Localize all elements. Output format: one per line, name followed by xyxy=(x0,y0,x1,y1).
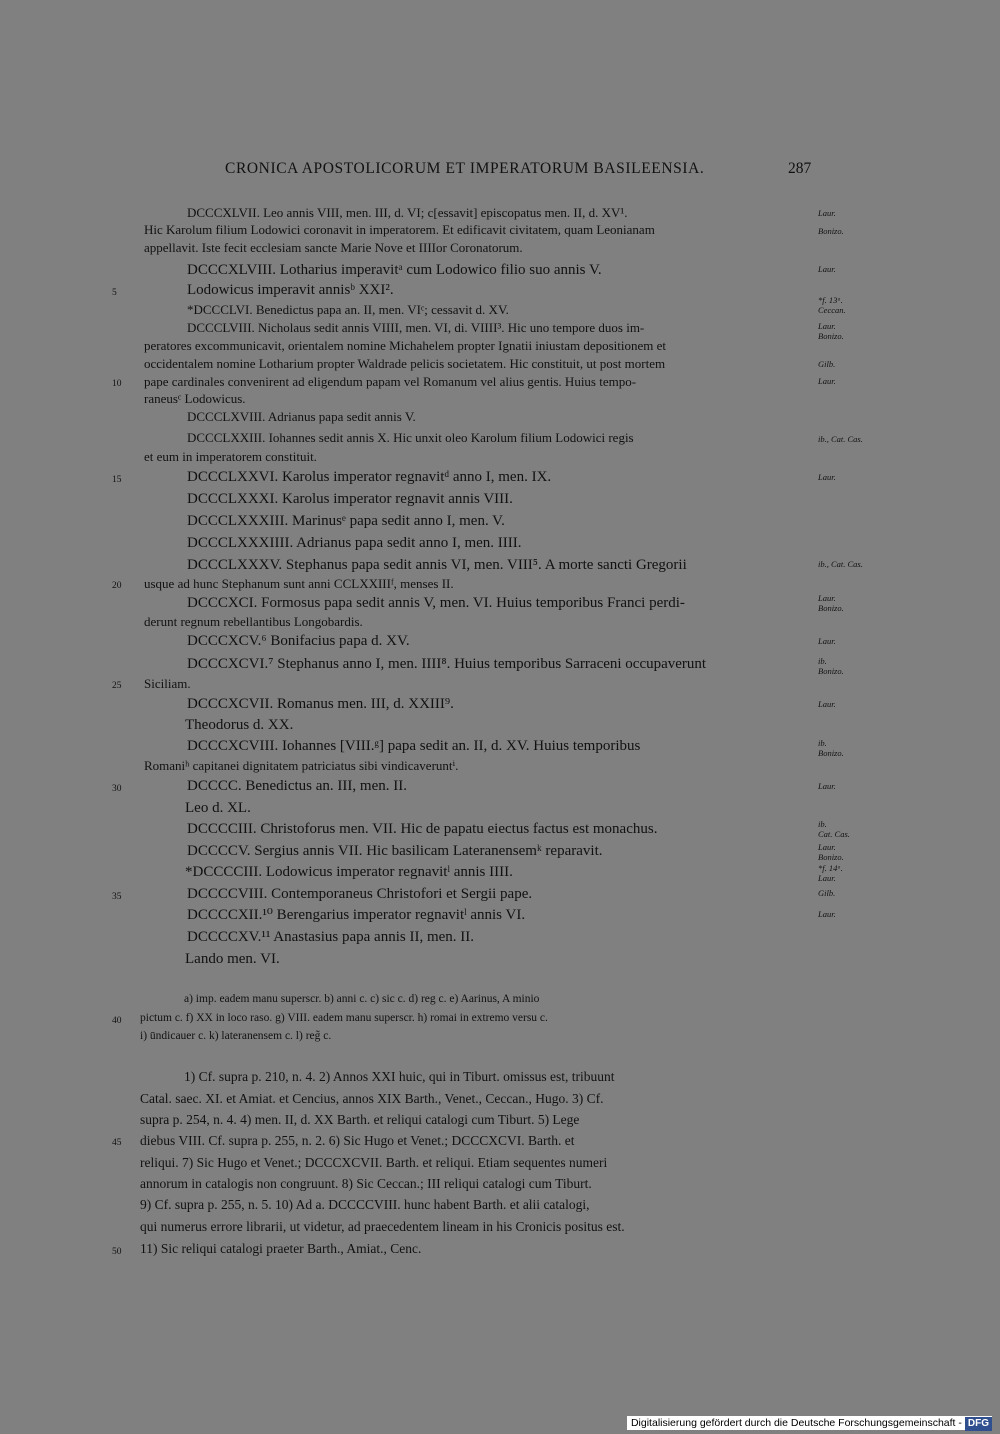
source-note: Gilb. xyxy=(818,359,836,369)
line-number: 30 xyxy=(112,784,122,794)
apparatus-line: pictum c. f) XX in loco raso. g) VIII. eadem manu superscr. h) romai in extremo versu c. xyxy=(140,1012,548,1024)
text-line: *DCCCLVI. Benedictus papa an. II, men. VIᶜ; cessavit d. XV. xyxy=(187,302,509,317)
source-note: Laur. Bonizo. xyxy=(818,842,844,862)
line-number: 35 xyxy=(112,892,122,902)
text-line: DCCCCV. Sergius annis VII. Hic basilicam Lateranensemᵏ reparavit. xyxy=(187,843,603,859)
text-line: derunt regnum rebellantibus Longobardis. xyxy=(144,614,363,629)
line-number: 5 xyxy=(112,288,117,298)
source-note: ib. Bonizo. xyxy=(818,656,844,676)
line-number: 20 xyxy=(112,581,122,591)
running-title: CRONICA APOSTOLICORUM ET IMPERATORUM BASILEENSIA. xyxy=(225,160,705,177)
footnote-line: supra p. 254, n. 4. 4) men. II, d. XX Barth. et reliqui catalogi cum Tiburt. 5) Lege xyxy=(140,1112,580,1127)
text-line: DCCCCXII.¹⁰ Berengarius imperator regnavitˡ annis VI. xyxy=(187,907,526,923)
source-note: Laur. xyxy=(818,636,836,646)
footnote-line: diebus VIII. Cf. supra p. 255, n. 2. 6) Sic Hugo et Venet.; DCCCXCVI. Barth. et xyxy=(140,1133,575,1148)
text-line: pape cardinales convenirent ad eligendum papam vel Romanum vel alius gentis. Huius tempo- xyxy=(144,374,637,389)
text-line: DCCCXLVII. Leo annis VIII, men. III, d. VI; c[essavit] episcopatus men. II, d. XV¹. xyxy=(187,205,628,220)
source-note: *f. 14ᵃ. Laur. xyxy=(818,863,843,883)
page-header xyxy=(0,160,1000,184)
dfg-logo: DFG xyxy=(965,1417,992,1431)
line-number: 10 xyxy=(112,379,122,389)
apparatus-line: i) ūndicauer c. k) lateranensem c. l) reg̃ c. xyxy=(140,1030,332,1042)
text-line: DCCCXLVIII. Lotharius imperavitᵃ cum Lodowico filio suo annis V. xyxy=(187,262,602,278)
banner-text: Digitalisierung gefördert durch die Deutsche Forschungsgemeinschaft - xyxy=(630,1417,962,1429)
text-line: Lando men. VI. xyxy=(185,951,280,967)
text-line: DCCCCIII. Christoforus men. VII. Hic de papatu eiectus factus est monachus. xyxy=(187,821,658,837)
source-note: Laur. xyxy=(818,264,836,274)
text-line: DCCCXCI. Formosus papa sedit annis V, men. VI. Huius temporibus Franci perdi- xyxy=(187,595,685,611)
text-line: DCCCXCVIII. Iohannes [VIII.ᵍ] papa sedit an. II, d. XV. Huius temporibus xyxy=(187,738,641,754)
source-note: Laur. Bonizo. xyxy=(818,593,844,613)
text-line: usque ad hunc Stephanum sunt anni CCLXXIIIᶠ, menses II. xyxy=(144,576,454,591)
source-note: ib. Cat. Cas. xyxy=(818,819,850,839)
source-note: Gilb. xyxy=(818,888,836,898)
text-line: DCCCLXXIII. Iohannes sedit annis X. Hic unxit oleo Karolum filium Lodowici regis xyxy=(187,430,634,445)
text-line: DCCCLVIII. Nicholaus sedit annis VIIII, men. VI, di. VIIII³. Hic uno tempore duos im- xyxy=(187,320,645,335)
text-line: Leo d. XL. xyxy=(185,800,251,816)
line-number: 25 xyxy=(112,681,122,691)
source-note: Laur. xyxy=(818,376,836,386)
dfg-funding-banner[interactable] xyxy=(627,1416,992,1430)
footnote-line: annorum in catalogis non congruunt. 8) Sic Ceccan.; III reliqui catalogi cum Tiburt. xyxy=(140,1176,592,1191)
text-line: DCCCCVIII. Contemporaneus Christofori et Sergii pape. xyxy=(187,886,533,902)
text-line: peratores excommunicavit, orientalem nomine Michahelem propter Ignatii iniustam depositionem et xyxy=(144,338,667,353)
footnote-line: reliqui. 7) Sic Hugo et Venet.; DCCCXCVII. Barth. et reliqui. Etiam sequentes numeri xyxy=(140,1155,608,1170)
text-line: Hic Karolum filium Lodowici coronavit in imperatorem. Et edificavit civitatem, quam Leonianam xyxy=(144,222,655,237)
source-note: Bonizo. xyxy=(818,226,844,236)
source-note: Laur. xyxy=(818,699,836,709)
source-note: *f. 13ᵃ. Ceccan. xyxy=(818,295,846,315)
text-line: raneusᶜ Lodowicus. xyxy=(144,391,246,406)
text-line: DCCCC. Benedictus an. III, men. II. xyxy=(187,778,407,794)
page-number: 287 xyxy=(788,160,812,177)
source-note: Laur. xyxy=(818,909,836,919)
text-line: DCCCLXXXI. Karolus imperator regnavit annis VIII. xyxy=(187,491,513,507)
text-line: DCCCLXXXIII. Marinusᵉ papa sedit anno I, men. V. xyxy=(187,513,505,529)
text-line: Lodowicus imperavit annisᵇ XXI². xyxy=(187,282,394,298)
text-line: DCCCLXXXIIII. Adrianus papa sedit anno I, men. IIII. xyxy=(187,535,522,551)
text-line: Theodorus d. XX. xyxy=(185,717,294,733)
source-note: Laur. xyxy=(818,472,836,482)
text-line: DCCCXCVII. Romanus men. III, d. XXIII⁹. xyxy=(187,696,454,712)
footnote-line: qui numerus errore librarii, ut videtur, ad praecedentem lineam in his Cronicis positus est. xyxy=(140,1219,625,1234)
text-line: DCCCLXVIII. Adrianus papa sedit annis V. xyxy=(187,409,416,424)
text-line: et eum in imperatorem constituit. xyxy=(144,449,317,464)
apparatus-line: a) imp. eadem manu superscr. b) anni c. c) sic c. d) reg c. e) Aarinus, A minio xyxy=(184,993,540,1005)
source-note: ib., Cat. Cas. xyxy=(818,434,863,444)
source-note: Laur. xyxy=(818,781,836,791)
text-line: appellavit. Iste fecit ecclesiam sancte Marie Nove et IIIIor Coronatorum. xyxy=(144,240,523,255)
footnote-line: 9) Cf. supra p. 255, n. 5. 10) Ad a. DCCCCVIII. hunc habent Barth. et alii catalogi, xyxy=(140,1197,590,1212)
line-number: 45 xyxy=(112,1138,122,1148)
source-note: ib. Bonizo. xyxy=(818,738,844,758)
text-line: DCCCXCV.⁶ Bonifacius papa d. XV. xyxy=(187,633,410,649)
text-line: occidentalem nomine Lotharium propter Waldrade pelicis societatem. Hic constituit, ut post mortem xyxy=(144,356,666,371)
text-line: Siciliam. xyxy=(144,676,191,691)
text-line: *DCCCCIII. Lodowicus imperator regnavitˡ annis IIII. xyxy=(185,864,513,880)
line-number: 50 xyxy=(112,1247,122,1257)
text-line: Romaniʰ capitanei dignitatem patriciatus sibi vindicaveruntⁱ. xyxy=(144,758,459,773)
footnote-line: 1) Cf. supra p. 210, n. 4. 2) Annos XXI huic, qui in Tiburt. omissus est, tribuunt xyxy=(184,1069,615,1084)
line-number: 40 xyxy=(112,1016,122,1026)
footnote-line: 11) Sic reliqui catalogi praeter Barth., Amiat., Cenc. xyxy=(140,1241,422,1256)
footnote-line: Catal. saec. XI. et Amiat. et Cencius, annos XIX Barth., Venet., Ceccan., Hugo. 3) Cf. xyxy=(140,1091,604,1106)
text-line: DCCCLXXVI. Karolus imperator regnavitᵈ anno I, men. IX. xyxy=(187,469,552,485)
text-line: DCCCCXV.¹¹ Anastasius papa annis II, men. II. xyxy=(187,929,475,945)
source-note: Laur. xyxy=(818,208,836,218)
source-note: ib., Cat. Cas. xyxy=(818,559,863,569)
line-number: 15 xyxy=(112,475,122,485)
text-line: DCCCXCVI.⁷ Stephanus anno I, men. IIII⁸. Huius temporibus Sarraceni occupaverunt xyxy=(187,656,707,672)
text-line: DCCCLXXXV. Stephanus papa sedit annis VI, men. VIII⁵. A morte sancti Gregorii xyxy=(187,557,687,573)
source-note: Laur. Bonizo. xyxy=(818,321,844,341)
